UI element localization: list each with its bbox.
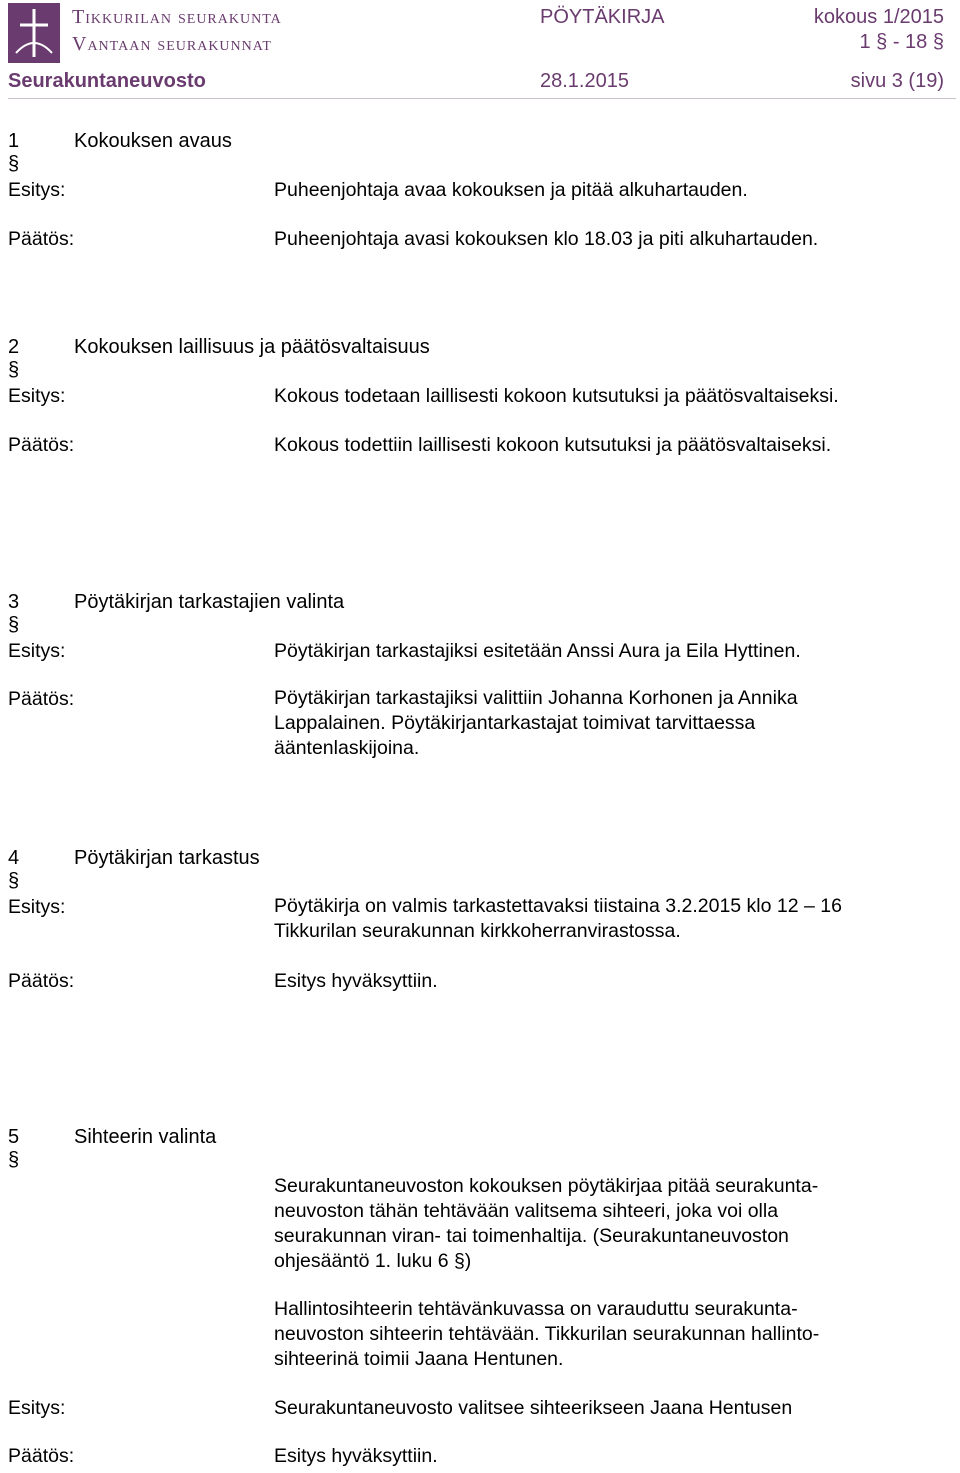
text-line: ääntenlaskijoina. bbox=[274, 737, 420, 759]
text-line: neuvoston sihteerin tehtävään. Tikkurilan seurakunnan hallinto- bbox=[274, 1323, 820, 1345]
esitys-text bbox=[274, 894, 914, 944]
sections-range: 1 § - 18 § bbox=[859, 31, 944, 53]
esitys-text: Kokous todetaan laillisesti kokoon kutsutuksi ja päätösvaltaiseksi. bbox=[274, 385, 839, 407]
esitys-label: Esitys: bbox=[8, 1397, 66, 1419]
paatos-text bbox=[274, 686, 914, 761]
paatos-label: Päätös: bbox=[8, 228, 75, 250]
paatos-text: Esitys hyväksyttiin. bbox=[274, 970, 438, 992]
esitys-text: Seurakuntaneuvosto valitsee sihteerikseen Jaana Hentusen bbox=[274, 1397, 793, 1419]
section-number: 5 § bbox=[8, 1126, 20, 1171]
paatos-text: Kokous todettiin laillisesti kokoon kutsutuksi ja päätösvaltaiseksi. bbox=[274, 434, 832, 456]
paatos-label: Päätös: bbox=[8, 688, 75, 710]
background-paragraph-1 bbox=[274, 1174, 914, 1274]
esitys-label: Esitys: bbox=[8, 385, 66, 407]
page-number: sivu 3 (19) bbox=[850, 70, 944, 92]
section-title: Sihteerin valinta bbox=[74, 1126, 217, 1148]
background-paragraph-2 bbox=[274, 1297, 914, 1372]
esitys-label: Esitys: bbox=[8, 179, 66, 201]
document-type: PÖYTÄKIRJA bbox=[540, 6, 665, 28]
section-title: Kokouksen laillisuus ja päätösvaltaisuus bbox=[74, 336, 430, 358]
text-line: Seurakuntaneuvoston kokouksen pöytäkirjaa pitää seurakunta- bbox=[274, 1175, 819, 1197]
text-line: sihteerinä toimii Jaana Hentunen. bbox=[274, 1348, 564, 1370]
section-title: Pöytäkirjan tarkastajien valinta bbox=[74, 591, 345, 613]
section-number: 4 § bbox=[8, 847, 20, 892]
church-logo bbox=[8, 3, 60, 63]
esitys-text: Puheenjohtaja avaa kokouksen ja pitää alkuhartauden. bbox=[274, 179, 748, 201]
paatos-label: Päätös: bbox=[8, 434, 75, 456]
esitys-text: Pöytäkirjan tarkastajiksi esitetään Anssi Aura ja Eila Hyttinen. bbox=[274, 640, 801, 662]
paatos-label: Päätös: bbox=[8, 1445, 75, 1467]
text-line: ohjesääntö 1. luku 6 §) bbox=[274, 1250, 472, 1272]
text-line: Tikkurilan seurakunnan kirkkoherranvirastossa. bbox=[274, 920, 681, 942]
paatos-text: Puheenjohtaja avasi kokouksen klo 18.03 ja piti alkuhartauden. bbox=[274, 228, 819, 250]
org-name-line2: Vantaan seurakunnat bbox=[72, 33, 272, 55]
section-title: Pöytäkirjan tarkastus bbox=[74, 847, 260, 869]
text-line: Hallintosihteerin tehtävänkuvassa on varauduttu seurakunta- bbox=[274, 1298, 798, 1320]
section-number: 1 § bbox=[8, 130, 20, 175]
section-number: 2 § bbox=[8, 336, 20, 381]
section-title: Kokouksen avaus bbox=[74, 130, 232, 152]
cross-emblem-icon bbox=[8, 3, 60, 63]
text-line: seurakunnan viran- tai toimenhaltija. (Seurakuntaneuvoston bbox=[274, 1225, 789, 1247]
body-name: Seurakuntaneuvosto bbox=[8, 70, 206, 92]
section-number: 3 § bbox=[8, 591, 20, 636]
esitys-label: Esitys: bbox=[8, 896, 66, 918]
paatos-label: Päätös: bbox=[8, 970, 75, 992]
text-line: Pöytäkirja on valmis tarkastettavaksi tiistaina 3.2.2015 klo 12 – 16 bbox=[274, 895, 842, 917]
text-line: Pöytäkirjan tarkastajiksi valittiin Johanna Korhonen ja Annika bbox=[274, 687, 798, 709]
text-line: Lappalainen. Pöytäkirjantarkastajat toimivat tarvittaessa bbox=[274, 712, 756, 734]
text-line: neuvoston tähän tehtävään valitsema sihteeri, joka voi olla bbox=[274, 1200, 779, 1222]
org-name-line1: Tikkurilan seurakunta bbox=[72, 6, 282, 28]
paatos-text: Esitys hyväksyttiin. bbox=[274, 1445, 438, 1467]
document-date: 28.1.2015 bbox=[540, 70, 629, 92]
header-divider bbox=[8, 98, 956, 99]
esitys-label: Esitys: bbox=[8, 640, 66, 662]
meeting-number: kokous 1/2015 bbox=[813, 6, 944, 28]
